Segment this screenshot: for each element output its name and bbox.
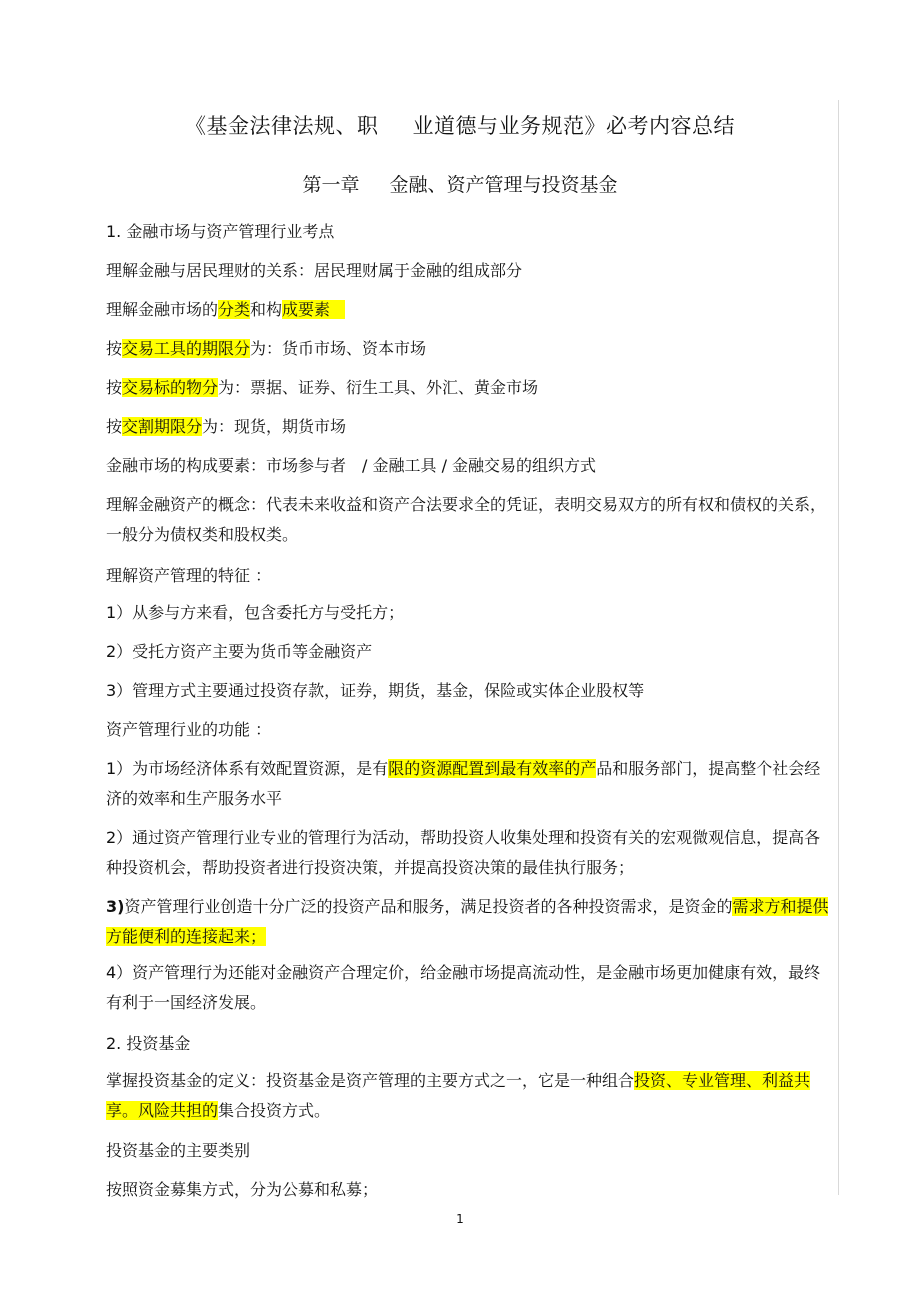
highlight: 成要素: [282, 300, 331, 319]
list-item: 3)资产管理行业创造十分广泛的投资产品和服务，满足投资者的各种投资需求，是资金的需求方和提供方能便利的连接起来；: [106, 897, 829, 946]
list-item: 3）管理方式主要通过投资存款，证券，期货，基金，保险或实体企业股权等: [106, 681, 645, 700]
highlight: 交易工具的期限分: [122, 339, 251, 358]
paragraph: 投资基金的主要类别: [106, 1141, 251, 1160]
paragraph: 掌握投资基金的定义：投资基金是资产管理的主要方式之一，它是一种组合投资、专业管理、利益共享。风险共担的集合投资方式。: [106, 1071, 811, 1120]
highlight: 限的资源配置到最有效率的产: [388, 759, 597, 778]
highlight: 分类: [218, 300, 251, 319]
highlight: 交割期限分: [122, 417, 203, 436]
highlight: 投资、专业管理、利益共享。风险共担的: [106, 1071, 811, 1120]
chapter-title: 金融、资产管理与投资基金: [389, 174, 618, 196]
paragraph: 金融市场的构成要素：市场参与者 / 金融工具 / 金融交易的组织方式: [106, 456, 597, 475]
page-number: 1: [456, 1212, 464, 1226]
title-part-a: 《基金法律法规、职: [185, 114, 379, 138]
paragraph: 理解金融市场的分类和构成要素: [106, 295, 832, 325]
section-1-heading: 1. 金融市场与资产管理行业考点: [106, 222, 335, 241]
paragraph: 理解金融资产的概念：代表未来收益和资产合法要求全的凭证，表明交易双方的所有权和债权的关系，一般分为债权类和股权类。: [106, 495, 827, 544]
highlight: 交易标的物分: [122, 378, 219, 397]
highlight: 需求方和提供方能便利的连接起来；: [106, 897, 829, 946]
list-item: 4）资产管理行为还能对金融资产合理定价，给金融市场提高流动性，是金融市场更加健康有效，最终有利于一国经济发展。: [106, 963, 821, 1012]
list-item: 1）为市场经济体系有效配置资源，是有限的资源配置到最有效率的产品和服务部门，提高整个社会经济的效率和生产服务水平: [106, 759, 821, 808]
paragraph: 按交割期限分为：现货，期货市场: [106, 417, 347, 436]
paragraph: 理解金融与居民理财的关系：居民理财属于金融的组成部分: [106, 261, 523, 280]
paragraph: 按照资金募集方式，分为公募和私募；: [106, 1180, 379, 1199]
paragraph: 按交易工具的期限分为：货币市场、资本市场: [106, 339, 427, 358]
paragraph: 理解资产管理的特征 ：: [106, 566, 272, 585]
list-item: 2）受托方资产主要为货币等金融资产: [106, 642, 373, 661]
paragraph: 按交易标的物分为：票据、证券、衍生工具、外汇、黄金市场: [106, 378, 539, 397]
chapter-number: 第一章: [302, 174, 360, 196]
paragraph: 资产管理行业的功能 ：: [106, 720, 272, 739]
list-item: 2）通过资产管理行业专业的管理行为活动，帮助投资人收集处理和投资有关的宏观微观信息，提高各种投资机会，帮助投资者进行投资决策，并提高投资决策的最佳执行服务；: [106, 828, 821, 877]
document-title: [0, 110, 920, 140]
section-2-heading: 2. 投资基金: [106, 1034, 191, 1053]
chapter-heading: [0, 170, 920, 197]
list-item: 1）从参与方来看，包含委托方与受托方；: [106, 603, 405, 622]
title-part-b: 业道德与业务规范》必考内容总结: [412, 114, 735, 138]
margin-rule: [838, 100, 839, 1195]
